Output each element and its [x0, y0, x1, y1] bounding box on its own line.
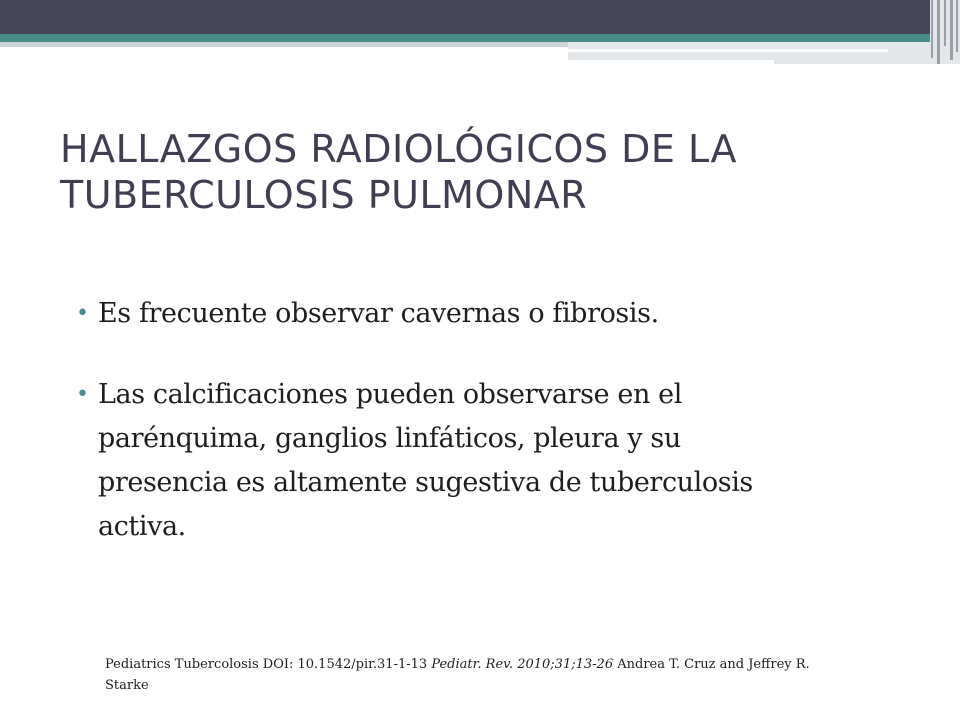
- bullet-list: [74, 292, 904, 549]
- corner-stripe: [937, 0, 940, 64]
- bullet-marker: •: [76, 382, 89, 407]
- citation-authors: Andrea T. Cruz and Jeffrey R.: [617, 657, 810, 672]
- bullet-marker: •: [76, 301, 89, 326]
- header-accent-line: [568, 60, 774, 64]
- corner-stripe: [931, 0, 933, 58]
- bullet-line: Es frecuente observar cavernas o fibrosis.: [98, 298, 659, 329]
- slide-title-line: HALLAZGOS RADIOLÓGICOS DE LA: [60, 127, 738, 171]
- bullet-item: [74, 292, 904, 336]
- slide-title: [60, 126, 900, 218]
- citation-line: [105, 654, 885, 675]
- citation-line: Starke: [105, 678, 149, 693]
- slide-title-line: TUBERCULOSIS PULMONAR: [60, 173, 588, 217]
- bullet-text: [98, 292, 904, 336]
- corner-stripe: [956, 0, 958, 52]
- corner-stripe: [950, 0, 953, 60]
- citation-journal: Pediatr. Rev. 2010;31;13-26: [431, 657, 614, 672]
- bullet-item: [74, 373, 904, 549]
- bullet-text: [98, 373, 904, 549]
- corner-stripe: [944, 0, 946, 46]
- header-band-dark: [0, 0, 930, 34]
- bullet-line: parénquima, ganglios linfáticos, pleura y su: [98, 423, 681, 454]
- header-band-gray: [0, 42, 568, 47]
- citation: [105, 654, 885, 696]
- bullet-line: presencia es altamente sugestiva de tuberculosis: [98, 467, 753, 498]
- citation-source: Pediatrics Tubercolosis DOI: 10.1542/pir.31-1-13: [105, 657, 428, 672]
- bullet-line: Las calcificaciones pueden observarse en el: [98, 379, 682, 410]
- header-band-teal: [0, 34, 930, 42]
- header-accent-line: [568, 49, 888, 52]
- bullet-line: activa.: [98, 511, 186, 542]
